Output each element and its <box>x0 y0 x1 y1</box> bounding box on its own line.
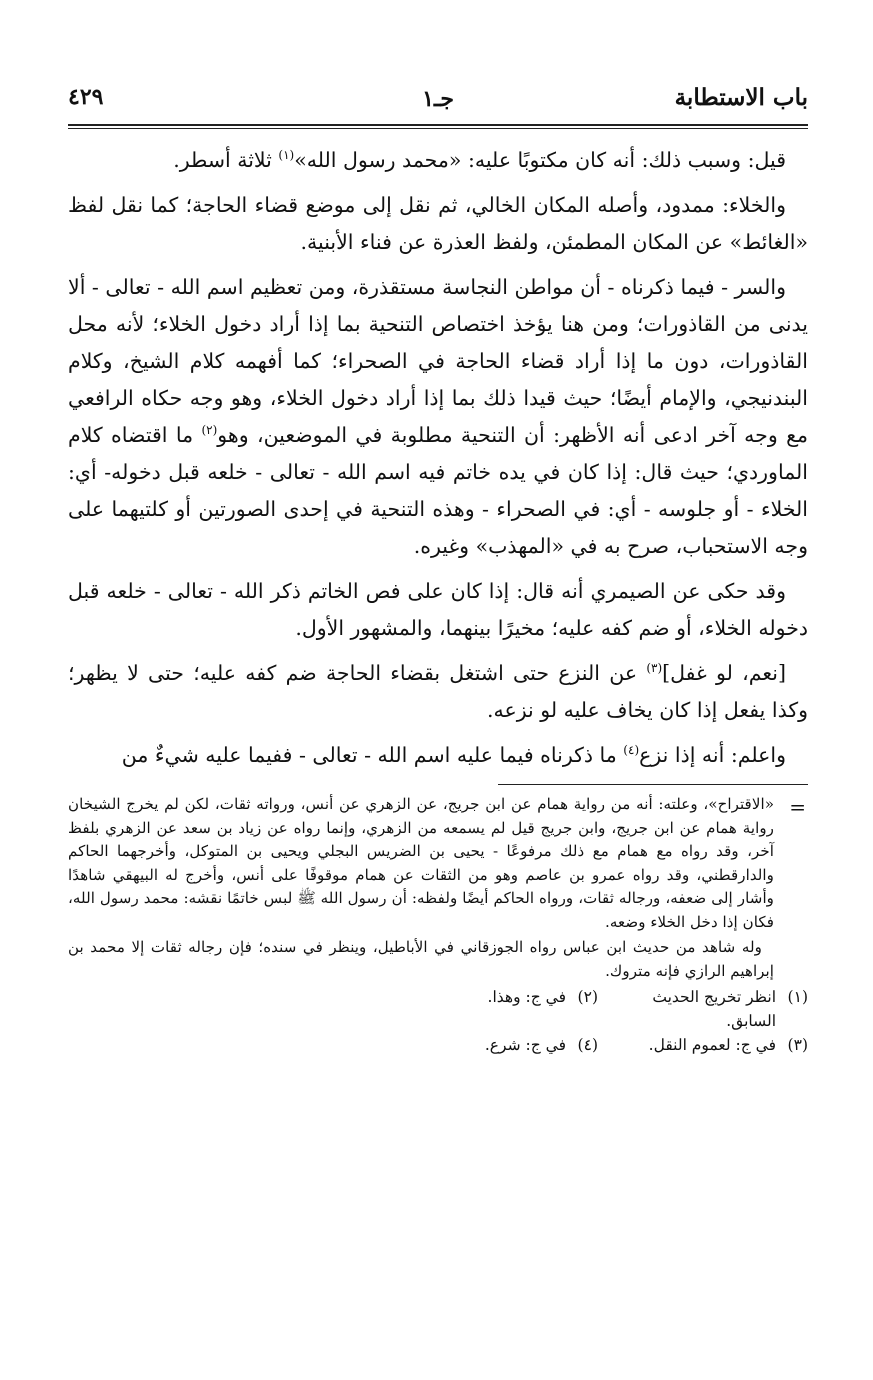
paragraph-1-text-b: ثلاثة أسطر. <box>173 148 279 172</box>
paragraph-5 <box>68 655 808 729</box>
footnote-ref-4: (٤) <box>623 743 640 758</box>
footnote-row <box>68 985 808 1033</box>
book-page <box>68 80 808 1057</box>
paragraph-1-text-a: قيل: وسبب ذلك: أنه كان مكتوبًا عليه: «محمد رسول الله» <box>294 148 786 172</box>
footnote-4 <box>388 1033 598 1057</box>
footnote-1-text: انظر تخريج الحديث السابق. <box>652 988 776 1030</box>
footnote-2 <box>388 985 598 1033</box>
paragraph-3-text-a: والسر - فيما ذكرناه - أن مواطن النجاسة مستقذرة، ومن تعظيم اسم الله - تعالى - ألا يدنى من القاذورات؛ ومن هنا يؤخذ اختصاص التنحية بما إذا أراد دخول الخلاء؛ لأنه محل القاذورات، دون ما إذا أراد قضاء الحاجة في الصحراء؛ كما أفهمه كلام الشيخ، وكلام البندنيجي، والإمام أيضًا؛ حيث قيدا ذلك بما إذا أراد دخول الخلاء، وهو وجه حكاه الرافعي مع وجه آخر ادعى أنه الأظهر: أن التنحية مطلوبة في الموضعين، وهو <box>68 275 809 447</box>
continuation-mark: = <box>789 795 806 819</box>
footnote-continued-text: «الاقتراح»، وعلته: أنه من رواية همام عن ابن جريج، عن الزهري عن أنس، ورواته ثقات، لكن لم يخرج الشيخان رواية همام عن ابن جريج، وابن جريج قيل لم يسمعه من الزهري، وإنما رواه عن زياد بن سعد عن الزهري بلفظ آخر، وقد رواه مع همام مع ذلك مرفوعًا - يحيى بن الضريس البجلي ويحيى بن المتوكل، وأخرجهما الحاكم والدارقطني، وقد رواه عمرو بن عاصم وهو من الثقات عن همام موقوفًا على أنس، وأخرج له البيهقي شاهدًا وأشار إلى ضعفه، ورجاله ثقات، ورواه الحاكم أيضًا ولفظه: أن رسول الله ﷺ لبس خاتمًا نقشه: محمد رسول الله، فكان إذا دخل الخلاء وضعه. <box>68 795 774 931</box>
paragraph-4: وقد حكى عن الصيمري أنه قال: إذا كان على فص الخاتم ذكر الله - تعالى - خلعه قبل دخوله الخلاء، أو ضم كفه عليه؛ مخيرًا بينهما، والمشهور الأول. <box>68 579 808 640</box>
header-rule-thin <box>68 128 808 129</box>
footnote-continued-text-2: وله شاهد من حديث ابن عباس رواه الجوزقاني في الأباطيل، وينظر في سنده؛ فإن رجاله ثقات إلا محمد بن إبراهيم الرازي فإنه متروك. <box>68 938 774 980</box>
paragraph-3 <box>68 269 808 565</box>
footnote-2-text: في ج: وهذا. <box>487 988 566 1006</box>
footnote-notes <box>68 985 808 1057</box>
page-header <box>68 80 808 120</box>
footnote-ref-2: (٢) <box>201 423 218 438</box>
paragraph-1 <box>68 142 808 179</box>
paragraph-6 <box>68 737 808 774</box>
footnote-1-number: (١) <box>787 988 808 1006</box>
footnote-continuation <box>68 793 808 983</box>
volume-label: جـ١ <box>422 86 454 112</box>
paragraph-5-text-a: [نعم، لو غفل] <box>662 661 787 685</box>
paragraph-6-text-a: واعلم: أنه إذا نزع <box>639 743 786 767</box>
paragraph-5-text-b: عن النزع حتى اشتغل بقضاء الحاجة ضم كفه عليه؛ حتى لا يظهر؛ وكذا يفعل إذا كان يخاف عليه لو نزعه. <box>68 661 808 722</box>
footnote-3-text: في ج: لعموم النقل. <box>648 1036 776 1054</box>
paragraph-2: والخلاء: ممدود، وأصله المكان الخالي، ثم نقل إلى موضع قضاء الحاجة؛ كما نقل لفظ «الغائط» عن المكان المطمئن، ولفظ العذرة عن فناء الأبنية. <box>68 193 808 254</box>
paragraph-3-text-b: ما اقتضاه كلام الماوردي؛ حيث قال: إذا كان في يده خاتم فيه اسم الله - تعالى - خلعه قبل دخوله- أي: الخلاء - أو جلوسه - أي: في الصحراء - وهذه التنحية في إحدى الصورتين أو كلتيهما على وجه الاستحباب، صرح به في «المهذب» وغيره. <box>68 423 808 558</box>
footnote-separator <box>498 784 808 785</box>
main-text <box>68 142 808 774</box>
footnote-ref-3: (٣) <box>646 661 663 676</box>
footnote-4-text: في ج: شرع. <box>484 1036 566 1054</box>
footnote-1 <box>598 985 808 1033</box>
paragraph-6-text-b: ما ذكرناه فيما عليه اسم الله - تعالى - ففيما عليه شيءٌ من <box>121 743 624 767</box>
header-rule <box>68 124 808 126</box>
page-number: ٤٢٩ <box>68 84 104 110</box>
footnote-row <box>68 1033 808 1057</box>
footnote-ref-1: (١) <box>278 148 295 163</box>
footnotes-section <box>68 793 808 1057</box>
footnote-4-number: (٤) <box>577 1036 598 1054</box>
footnote-3-number: (٣) <box>787 1036 808 1054</box>
chapter-title: باب الاستطابة <box>674 84 808 111</box>
footnote-2-number: (٢) <box>577 988 598 1006</box>
footnote-3 <box>598 1033 808 1057</box>
